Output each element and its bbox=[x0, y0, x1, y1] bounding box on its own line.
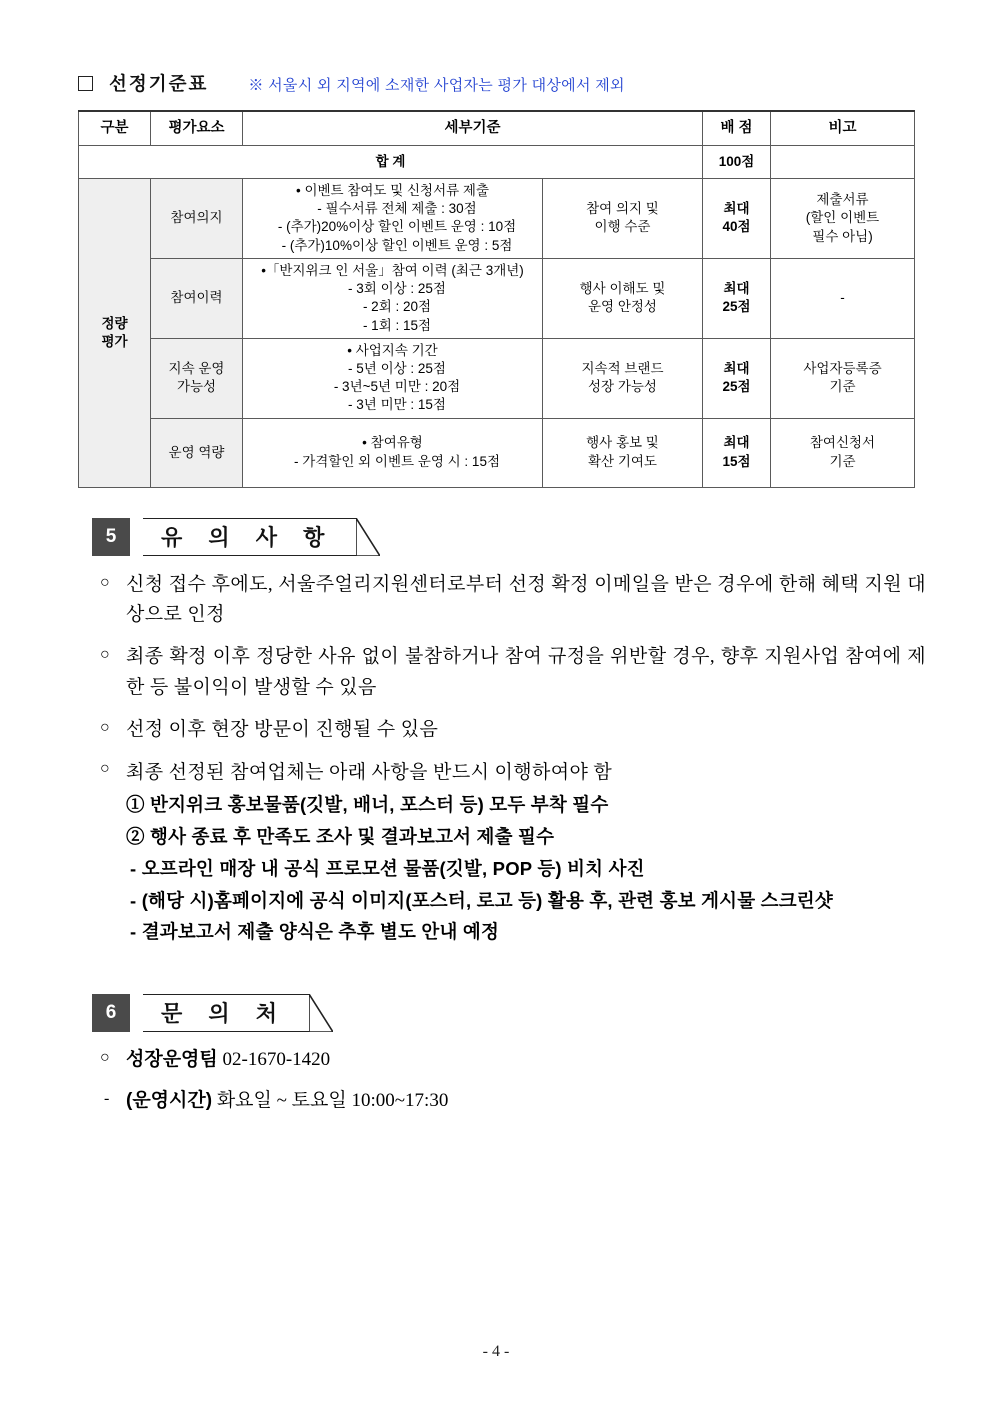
note-cell: 참여신청서 기준 bbox=[771, 418, 915, 487]
detail-cell bbox=[243, 338, 543, 418]
sub-item-text: - (해당 시)홈페이지에 공식 이미지(포스터, 로고 등) 활용 후, 관련 홍보 게시물 스크린샷 bbox=[130, 889, 833, 911]
list-item-text: 최종 선정된 참여업체는 아래 사항을 반드시 이행하여야 함 bbox=[126, 762, 613, 784]
list-item-text: 선정 이후 현장 방문이 진행될 수 있음 bbox=[126, 718, 439, 740]
factor-cell: 운영 역량 bbox=[151, 418, 243, 487]
detail-cell bbox=[243, 418, 543, 487]
sub-item-text: - 오프라인 매장 내 공식 프로모션 물품(깃발, POP 등) 비치 사진 bbox=[130, 857, 645, 879]
table-row bbox=[79, 418, 915, 487]
table-row bbox=[79, 338, 915, 418]
list-item bbox=[92, 715, 926, 746]
contact-hours-label: (운영시간) bbox=[126, 1089, 213, 1111]
dash-marker-icon: - bbox=[104, 1089, 110, 1107]
detail-line: •「반지위크 인 서울」참여 이력 (최근 3개년) bbox=[261, 262, 524, 278]
table-row bbox=[79, 258, 915, 338]
notice-list bbox=[92, 570, 926, 949]
total-label: 합 계 bbox=[79, 146, 703, 179]
header-gubun: 구분 bbox=[79, 111, 151, 146]
note-cell: 제출서류 (할인 이벤트 필수 아님) bbox=[771, 179, 915, 259]
detail-line: - 가격할인 외 이벤트 운영 시 : 15점 bbox=[293, 453, 500, 469]
list-item bbox=[92, 642, 926, 704]
detail-line: - 2회 : 20점 bbox=[362, 299, 432, 315]
circle-marker-icon: ○ bbox=[100, 646, 111, 664]
sub-item-text: ① 반지위크 홍보물품(깃발, 배너, 포스터 등) 모두 부착 필수 bbox=[126, 794, 609, 816]
flag-shape-icon bbox=[356, 518, 380, 556]
contact-team bbox=[92, 1046, 914, 1075]
header-score: 배 점 bbox=[703, 111, 771, 146]
header-detail: 세부기준 bbox=[243, 111, 703, 146]
table-row bbox=[79, 179, 915, 259]
circle-marker-icon: ○ bbox=[100, 718, 111, 736]
detail-line: - 5년 이상 : 25점 bbox=[348, 360, 446, 376]
criterion-cell: 행사 홍보 및 확산 기여도 bbox=[543, 418, 703, 487]
header-factor: 평가요소 bbox=[151, 111, 243, 146]
section-label-wrap bbox=[143, 994, 333, 1032]
detail-line: - 3년~5년 미만 : 20점 bbox=[333, 379, 461, 395]
note-cell: - bbox=[771, 258, 915, 338]
score-cell: 최대 25점 bbox=[703, 338, 771, 418]
score-cell: 최대 15점 bbox=[703, 418, 771, 487]
detail-cell bbox=[243, 179, 543, 259]
section-title: 문 의 처 bbox=[143, 994, 309, 1032]
sub-item-block bbox=[126, 789, 926, 948]
contact-phone: 02-1670-1420 bbox=[222, 1049, 331, 1071]
list-item-text: 최종 확정 이후 정당한 사유 없이 불참하거나 참여 규정을 위반할 경우, 향후 지원사업 참여에 제한 등 불이익이 발생할 수 있음 bbox=[126, 646, 926, 698]
detail-line: - (추가)20%이상 할인 이벤트 운영 : 10점 bbox=[277, 219, 517, 235]
criteria-note: ※ 서울시 외 지역에 소재한 사업자는 평가 대상에서 제외 bbox=[248, 77, 625, 94]
criteria-heading bbox=[78, 70, 914, 96]
contact-hours bbox=[92, 1087, 914, 1116]
page-number: - 4 - bbox=[482, 1343, 510, 1360]
score-cell: 최대 25점 bbox=[703, 258, 771, 338]
sub-item-text: - 결과보고서 제출 양식은 추후 별도 안내 예정 bbox=[130, 921, 500, 943]
factor-cell: 지속 운영 가능성 bbox=[151, 338, 243, 418]
note-cell: 사업자등록증 기준 bbox=[771, 338, 915, 418]
factor-cell: 참여이력 bbox=[151, 258, 243, 338]
contact-hours-value: 화요일 ~ 토요일 10:00~17:30 bbox=[216, 1089, 449, 1111]
category-cell: 정량 평가 bbox=[79, 179, 151, 488]
contact-list bbox=[92, 1046, 914, 1115]
header-note: 비고 bbox=[771, 111, 915, 146]
list-item-text: 신청 접수 후에도, 서울주얼리지원센터로부터 선정 확정 이메일을 받은 경우에 한해 혜택 지원 대상으로 인정 bbox=[126, 573, 926, 626]
section-number: 6 bbox=[92, 994, 130, 1032]
detail-line: • 이벤트 참여도 및 신청서류 제출 bbox=[295, 183, 489, 198]
detail-line: - 1회 : 15점 bbox=[362, 317, 432, 333]
detail-cell bbox=[243, 258, 543, 338]
contact-team-label: 성장운영팀 bbox=[126, 1049, 218, 1071]
circle-marker-icon: ○ bbox=[100, 760, 111, 778]
detail-line: - 필수서류 전체 제출 : 30점 bbox=[317, 201, 477, 217]
section-title: 유 의 사 항 bbox=[143, 518, 356, 556]
circle-marker-icon: ○ bbox=[100, 573, 111, 591]
criteria-table bbox=[78, 110, 915, 488]
criterion-cell: 행사 이해도 및 운영 안정성 bbox=[543, 258, 703, 338]
sub-item-text: ② 행사 종료 후 만족도 조사 및 결과보고서 제출 필수 bbox=[126, 826, 555, 848]
section-number: 5 bbox=[92, 518, 130, 556]
criterion-cell: 참여 의지 및 이행 수준 bbox=[543, 179, 703, 259]
circle-marker-icon: ○ bbox=[100, 1049, 110, 1067]
flag-shape-icon bbox=[309, 994, 333, 1032]
section-banner-6 bbox=[92, 994, 914, 1032]
total-note bbox=[771, 146, 915, 179]
list-item bbox=[92, 756, 926, 948]
detail-line: - 3년 미만 : 15점 bbox=[348, 397, 446, 413]
factor-cell: 참여의지 bbox=[151, 179, 243, 259]
section-label-wrap bbox=[143, 518, 380, 556]
detail-line: • 참여유형 bbox=[362, 435, 423, 451]
detail-line: • 사업지속 기간 bbox=[347, 342, 438, 358]
table-header-row bbox=[79, 111, 915, 146]
criterion-cell: 지속적 브랜드 성장 가능성 bbox=[543, 338, 703, 418]
criteria-title: 선정기준표 bbox=[109, 73, 209, 94]
detail-line: - 3회 이상 : 25점 bbox=[348, 281, 446, 297]
section-banner-5 bbox=[92, 518, 914, 556]
checkbox-icon bbox=[78, 76, 93, 91]
table-row-total bbox=[79, 146, 915, 179]
score-cell: 최대 40점 bbox=[703, 179, 771, 259]
detail-line: - (추가)10%이상 할인 이벤트 운영 : 5점 bbox=[281, 237, 513, 253]
list-item bbox=[92, 570, 926, 632]
total-score: 100점 bbox=[703, 146, 771, 179]
